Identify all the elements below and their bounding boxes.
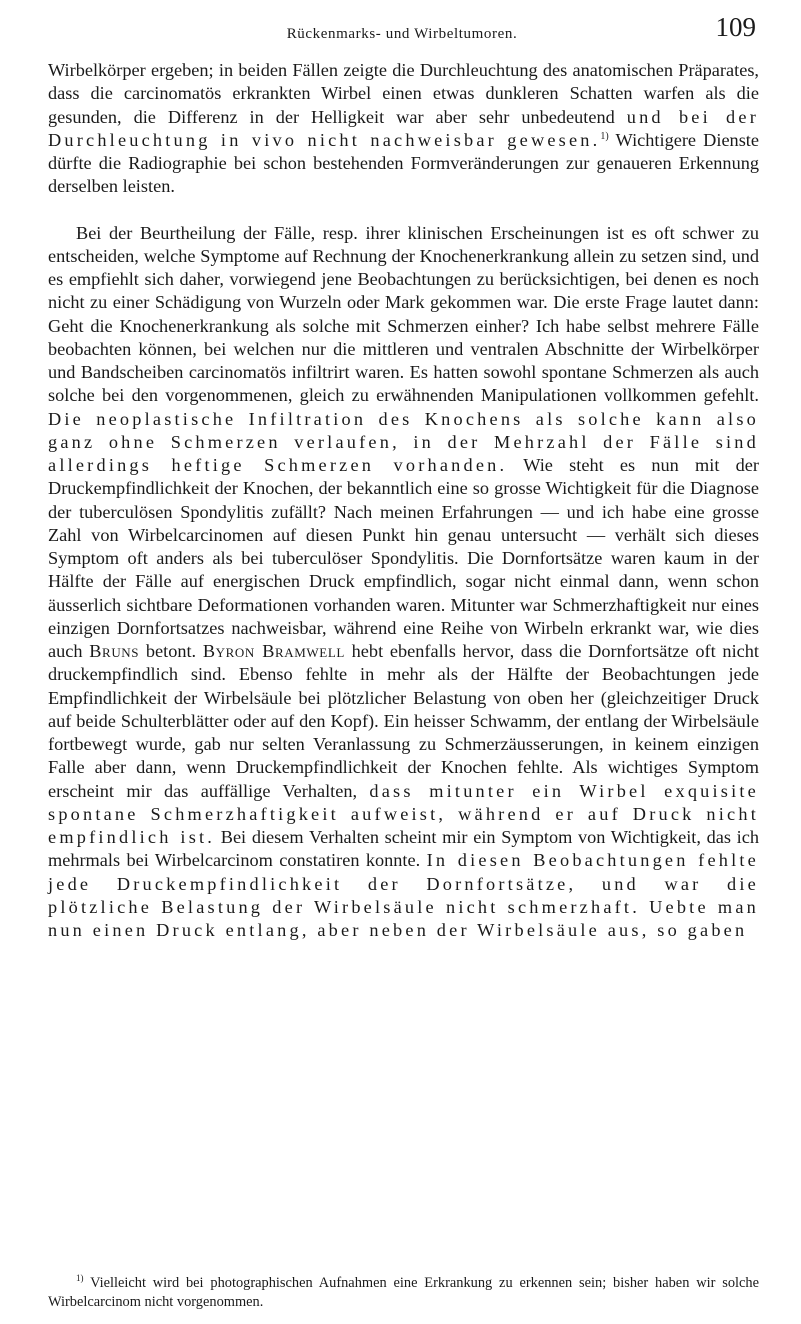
author-name-bramwell: Byron Bramwell bbox=[202, 641, 345, 661]
footnote-mark: 1) bbox=[76, 1273, 84, 1284]
paragraph-2-spaced-emphasis-3: In diesen Beobachtungen fehlte jede Druckempfindlichkeit der Dornfortsätze, und war die plötzliche Belastung der Wirbelsäule nicht schmerzhaft. Uebte man nun einen Druck entlang, aber neben der Wirbelsäule aus, so gaben bbox=[48, 850, 759, 940]
paragraph-2-text-c: betont. bbox=[139, 641, 203, 661]
paragraph-2 bbox=[48, 222, 759, 943]
paragraph-2-text-d: hebt ebenfalls hervor, dass die Dornfortsätze oft nicht druckempfindlich sind. Ebenso fehlte in mehr als der Hälfte der Beobachtungen jede Empfindlichkeit der Wirbelsäule bei plötzlicher Belastung von oben her (gleichzeitiger Druck auf beide Schulterblätter oder auf den Kopf). Ein heisser Schwamm, der entlang der Wirbelsäule fortbewegt wurde, gab nur selten Veranlassung zu Schmerzäusserungen, in keinem einzigen Falle aber dann, wenn Druckempfindlichkeit der Knochen fehlte. Als wichtiges Symptom erscheint mir das auffällige Verhalten, bbox=[48, 641, 759, 801]
running-title: Rückenmarks- und Wirbeltumoren. bbox=[286, 26, 518, 42]
paragraph-1-spaced-emphasis: und bei der Durchleuchtung in vivo nicht nachweisbar gewesen. bbox=[48, 106, 759, 150]
footnote-reference: 1) bbox=[600, 130, 609, 142]
paragraph-2-spaced-emphasis-1: Die neoplastische Infiltration des Knochens als solche kann also ganz ohne Schmerzen verlaufen, in der Mehrzahl der Fälle sind allerdings heftige Schmerzen vorhanden. bbox=[48, 408, 759, 475]
paragraph-2-text-b: Wie steht es nun mit der Druckempfindlichkeit der Knochen, der bekanntlich eine so grosse Wichtigkeit für die Diagnose der tuberculösen Spondylitis zufällt? Nach meinen Erfahrungen — und ich habe eine grosse Zahl von Wirbelcarcinomen auf diesen Punkt hin genau untersucht — verhält sich dieses Symptom oft anders als bei tuberculöser Spondylitis. Die Dornfortsätze waren kaum in der Hälfte der Fälle auf energischen Druck empfindlich, sogar nicht einmal dann, wenn schon äusserlich sichtbare Deformationen vorhanden waren. Mitunter war Schmerzhaftigkeit nur eines einzigen Dornfortsatzes nachweisbar, während eine Reihe von Wirbeln erkrankt war, wie dies auch bbox=[48, 455, 759, 661]
paragraph-1-text-b: Wichtigere Dienste dürfte die Radiographie bei schon bestehenden Formveränderungen zur genaueren Erkennung derselben leisten. bbox=[48, 129, 760, 197]
author-name-bruns: Bruns bbox=[89, 641, 140, 661]
footnote-paragraph bbox=[48, 1274, 759, 1312]
paragraph-2-text-e: Bei diesem Verhalten scheint mir ein Symptom von Wichtigkeit, das ich mehrmals bei Wirbelcarcinom constatiren konnte. bbox=[48, 827, 759, 871]
paragraph-1-text-a: Wirbelkörper ergeben; in beiden Fällen zeigte die Durchleuchtung des anatomischen Präparates, dass die carcinomatös erkrankten Wirbel einen etwas dunkleren Schatten warfen als die gesunden, die Differenz in der Helligkeit war aber sehr unbedeutend bbox=[48, 60, 759, 127]
page-number: 109 bbox=[715, 12, 756, 42]
running-head bbox=[48, 12, 756, 52]
footnote bbox=[48, 1274, 759, 1312]
footnote-text: Vielleicht wird bei photographischen Aufnahmen eine Erkrankung zu erkennen sein; bisher haben wir solche Wirbelcarcinom nicht vorgenommen. bbox=[48, 1275, 759, 1310]
paragraph-2-text-a: Bei der Beurtheilung der Fälle, resp. ihrer klinischen Erscheinungen ist es oft schwer zu entscheiden, welche Symptome auf Rechnung der Knochenerkrankung allein zu setzen sind, und es empfiehlt sich daher, vorwiegend jene Beobachtungen zu berücksichtigen, bei denen es noch nicht zu einer Schädigung von Wurzeln oder Mark gekommen war. Die erste Frage lautet dann: Geht die Knochenerkrankung als solche mit Schmerzen einher? Ich habe selbst mehrere Fälle beobachten können, bei welchen nur die mittleren und ventralen Abschnitte der Wirbelkörper und Bandscheiben carcinomatös infiltrirt waren. Es hatten sowohl spontane Schmerzen als auch solche bei den vorgenommenen, gleich zu erwähnenden Manipulationen vollkommen gefehlt. bbox=[48, 222, 759, 406]
body-text bbox=[48, 59, 759, 942]
paragraph-1 bbox=[48, 59, 759, 199]
paragraph-2-spaced-emphasis-2: dass mitunter ein Wirbel exquisite spontane Schmerzhaftigkeit aufweist, während er auf Druck nicht empfindlich ist. bbox=[48, 780, 759, 847]
